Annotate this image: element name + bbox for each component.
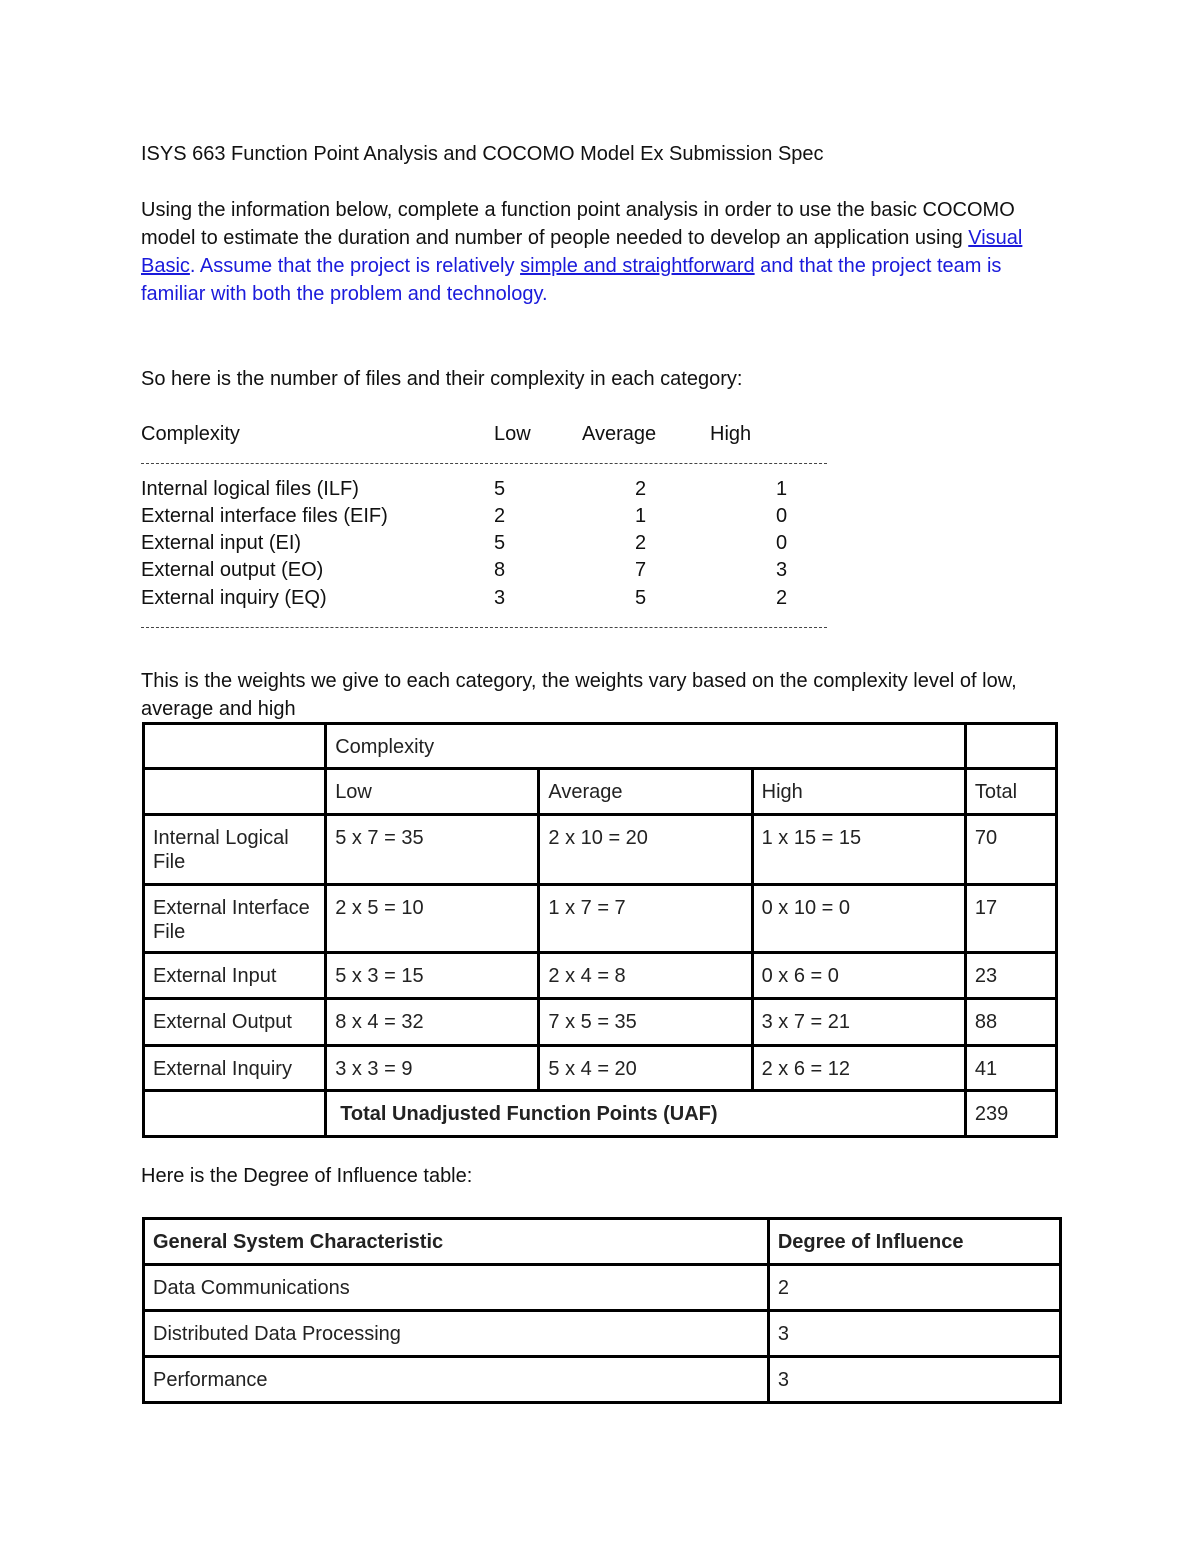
di-degree: 3: [768, 1357, 1060, 1403]
fc-row-label: External input (EI): [141, 532, 302, 554]
di-characteristic: Data Communications: [144, 1265, 769, 1311]
simple-straightforward-link[interactable]: simple and straightforward: [520, 255, 755, 277]
fc-header-high: High: [710, 423, 752, 445]
wt-cell-low: 5 x 3 = 15: [326, 953, 539, 999]
intro-paragraph: Using the information below, complete a function point analysis in order to use the basic COCOMO model to estimate the duration and number of people needed to develop an application using Visual Basic. Assume that the project is relatively simple and straightforward and that the project team is familiar with both the problem and technology.: [141, 199, 1023, 305]
fc-row-average: 7: [635, 559, 647, 581]
fc-header-complexity: Complexity: [141, 423, 240, 445]
wt-cell-low: 8 x 4 = 32: [326, 999, 539, 1046]
fc-row-average: 2: [635, 532, 647, 554]
fc-row-high: 0: [776, 532, 788, 554]
table-row: [144, 953, 1057, 999]
fc-row-low: 8: [494, 559, 506, 581]
table-row: [144, 815, 1057, 885]
wt-total-label: Total Unadjusted Function Points (UAF): [326, 1091, 966, 1137]
wt-cell-low: 5 x 7 = 35: [326, 815, 539, 885]
fc-row-low: 5: [494, 532, 506, 554]
di-degree: 2: [768, 1265, 1060, 1311]
divider-top: [141, 463, 827, 464]
table-row: [144, 885, 1057, 953]
wt-cell-high: 1 x 15 = 15: [752, 815, 965, 885]
fc-row-average: 5: [635, 587, 647, 609]
wt-cell-high: 2 x 6 = 12: [752, 1046, 965, 1091]
wt-cell-average: 2 x 4 = 8: [539, 953, 752, 999]
table-row: [144, 1265, 1061, 1311]
wt-cell-low: 3 x 3 = 9: [326, 1046, 539, 1091]
wt-cell-high: 0 x 10 = 0: [752, 885, 965, 953]
wt-cell-average: 7 x 5 = 35: [539, 999, 752, 1046]
wt-header-high: High: [752, 769, 965, 815]
wt-total-value: 239: [965, 1091, 1056, 1137]
wt-cell-total: 70: [965, 815, 1056, 885]
wt-empty-cell: [965, 724, 1056, 769]
wt-cell-average: 5 x 4 = 20: [539, 1046, 752, 1091]
fc-row-label: External inquiry (EQ): [141, 587, 327, 609]
document-title: ISYS 663 Function Point Analysis and COCOMO Model Ex Submission Spec: [141, 143, 824, 165]
table-row: [144, 999, 1057, 1046]
wt-cell-average: 1 x 7 = 7: [539, 885, 752, 953]
wt-cell-high: 0 x 6 = 0: [752, 953, 965, 999]
fc-row-low: 2: [494, 505, 506, 527]
wt-corner-cell: [144, 724, 326, 769]
fc-row-high: 3: [776, 559, 788, 581]
wt-row-label: External Output: [144, 999, 326, 1046]
fc-row-high: 1: [776, 478, 788, 500]
files-intro: So here is the number of files and their complexity in each category:: [141, 368, 743, 390]
table-row: [144, 1357, 1061, 1403]
wt-row-label: External Inquiry: [144, 1046, 326, 1091]
fc-row-label: External interface files (EIF): [141, 505, 388, 527]
wt-cell-low: 2 x 5 = 10: [326, 885, 539, 953]
wt-cell-total: 41: [965, 1046, 1056, 1091]
fc-row-label: External output (EO): [141, 559, 324, 581]
fc-header-average: Average: [582, 423, 657, 445]
wt-header-total: Total: [965, 769, 1056, 815]
wt-header-average: Average: [539, 769, 752, 815]
wt-cell-total: 23: [965, 953, 1056, 999]
wt-cell-total: 17: [965, 885, 1056, 953]
di-header-characteristic: General System Characteristic: [144, 1219, 769, 1265]
wt-cell-total: 88: [965, 999, 1056, 1046]
di-header-degree: Degree of Influence: [768, 1219, 1060, 1265]
visual-basic-link[interactable]: Visual Basic: [141, 227, 1023, 277]
table-row: [144, 1046, 1057, 1091]
influence-intro: Here is the Degree of Influence table:: [141, 1165, 473, 1187]
di-characteristic: Performance: [144, 1357, 769, 1403]
wt-empty-cell: [144, 769, 326, 815]
wt-row-label: Internal Logical File: [144, 815, 326, 885]
wt-header-low: Low: [326, 769, 539, 815]
fc-row-label: Internal logical files (ILF): [141, 478, 359, 500]
wt-row-label: External Interface File: [144, 885, 326, 953]
table-row: [144, 1311, 1061, 1357]
wt-cell-average: 2 x 10 = 20: [539, 815, 752, 885]
fc-row-low: 5: [494, 478, 506, 500]
fc-header-low: Low: [494, 423, 531, 445]
wt-empty-cell: [144, 1091, 326, 1137]
weights-intro: This is the weights we give to each category, the weights vary based on the complexity level of low, average and high: [141, 670, 1017, 720]
fc-row-average: 1: [635, 505, 647, 527]
fc-row-high: 0: [776, 505, 788, 527]
weights-table: [142, 722, 1058, 1138]
di-characteristic: Distributed Data Processing: [144, 1311, 769, 1357]
wt-row-label: External Input: [144, 953, 326, 999]
wt-complexity-header: Complexity: [326, 724, 966, 769]
fc-row-average: 2: [635, 478, 647, 500]
fc-row-high: 2: [776, 587, 788, 609]
divider-bottom: [141, 627, 827, 628]
di-degree: 3: [768, 1311, 1060, 1357]
fc-row-low: 3: [494, 587, 506, 609]
influence-table: [142, 1217, 1062, 1404]
wt-cell-high: 3 x 7 = 21: [752, 999, 965, 1046]
